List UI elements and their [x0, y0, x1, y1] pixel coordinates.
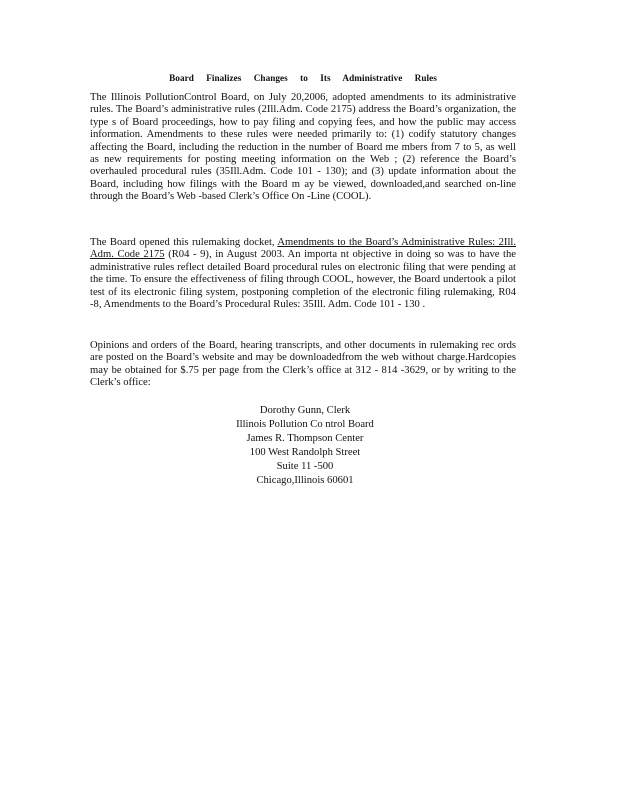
address-line-building: James R. Thompson Center — [246, 433, 364, 444]
paragraph-docket-lead: The Board opened this rulemaking docket, — [90, 237, 278, 248]
paragraph-docket-rest: (R04 - 9), in August 2003. An importa nt objective in doing so was to have the administrative rules reflect detailed Board procedural rules on electronic filing that were pending at the time. To ensure the effectiveness of filing through COOL, however, the Board undertook a pilot test of its electronic filing system, postponing completion of the electronic filing rulemaking, R04 -8, Amendments to the Board’s Procedural Rules: 35Ill. Adm. Code 101 - 130 . — [90, 249, 517, 311]
clerk-address-block — [205, 404, 405, 488]
address-line-street: 100 West Randolph Street — [249, 447, 361, 458]
address-line-city: Chicago,Illinois 60601 — [256, 475, 354, 486]
paragraph-rulemaking-docket — [90, 237, 516, 311]
address-line-board: Illinois Pollution Co ntrol Board — [236, 419, 374, 430]
address-line-clerk: Dorothy Gunn, Clerk — [259, 405, 351, 416]
address-line-suite: Suite 11 -500 — [276, 461, 334, 472]
paragraph-rule-amendments: The Illinois PollutionControl Board, on July 20,2006, adopted amendments to its administrative rules. The Board’s administrative rules (2Ill.Adm. Code 2175) address the Board’s organization, the type s of Board proceedings, how to pay filing and copying fees, and how the public may access information. Amendments to these rules were needed primarily to: (1) codify statutory changes affecting the Board, including the reduction in the number of Board me mbers from 7 to 5, as well as new requirements for posting meeting information on the Web ; (2) reference the Board’s overhauled procedural rules (35Ill.Adm. Code 101 - 130); and (3) update information about the Board, including how filings with the Board m ay be viewed, downloaded,and searched on-line through the Board’s Web -based Clerk’s Office On -Line (COOL). — [90, 92, 516, 203]
paragraph-documents-access: Opinions and orders of the Board, hearing transcripts, and other documents in rulemaking rec ords are posted on the Board’s website and may be downloadedfrom the web without charge.Hardcopies may be obtained for $.75 per page from the Clerk’s office at 312 - 814 -3629, or by writing to the Clerk’s office: — [90, 340, 516, 389]
document-title: Board Finalizes Changes to Its Administrative Rules — [169, 73, 437, 83]
docket-title-underlined: Amendments to the Board’s Administrative Rules: 2Ill. Adm. Code 2175 — [90, 237, 516, 261]
